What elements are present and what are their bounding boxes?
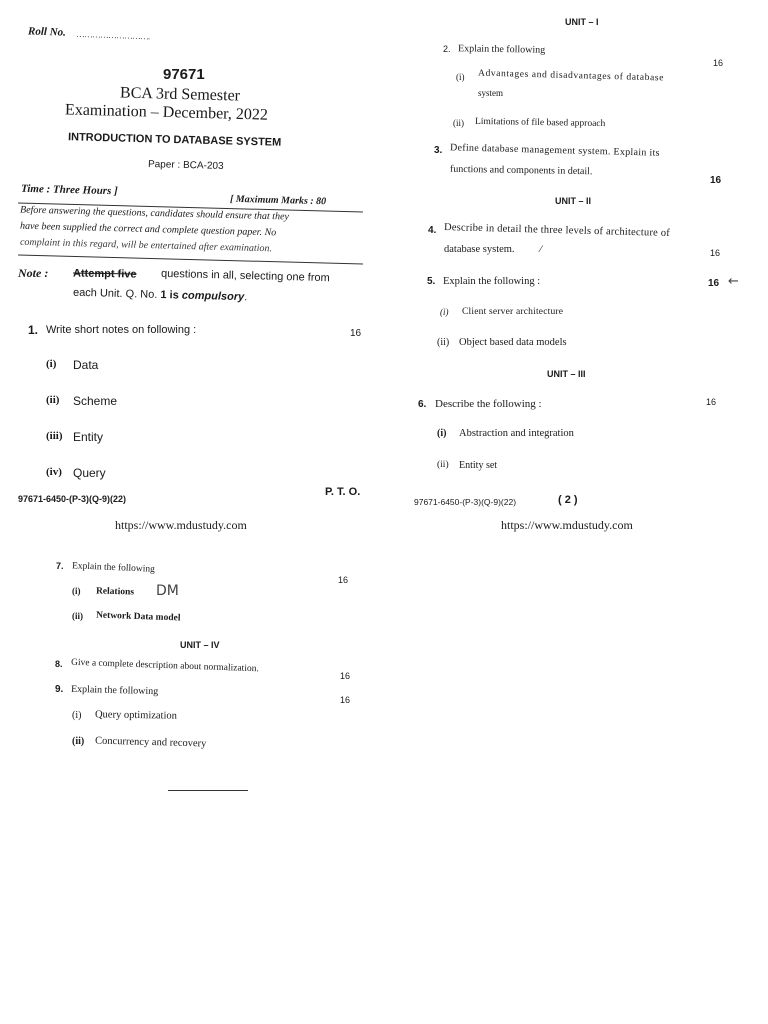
q6-item-ii-num: (ii) <box>437 460 449 470</box>
q2-item-ii-text: Limitations of file based approach <box>474 116 606 130</box>
handwritten-note: DM <box>156 583 179 599</box>
q3-text-2: functions and components in detail. <box>449 163 593 178</box>
q9-text: Explain the following <box>70 683 159 698</box>
q9-item-i-num: (i) <box>72 710 82 721</box>
pen-mark: ⁄ <box>540 245 542 255</box>
note-line-2-qno: 1 is <box>160 289 179 302</box>
q5-text: Explain the following : <box>443 276 541 287</box>
q6-marks: 16 <box>706 397 717 407</box>
subject-title: INTRODUCTION TO DATABASE SYSTEM <box>67 131 282 149</box>
instructions-line-1: Before answering the questions, candidates should ensure that they <box>19 204 290 223</box>
max-marks-label: [ Maximum Marks : 80 <box>229 193 327 208</box>
q7-number: 7. <box>56 561 64 571</box>
q9-number: 9. <box>55 684 64 695</box>
q6-number: 6. <box>418 399 427 410</box>
instructions-line-2: have been supplied the correct and complete question paper. No <box>19 220 277 239</box>
note-line-2-text: each Unit. Q. No. <box>72 286 158 301</box>
q7-item-ii-text: Network Data model <box>95 610 181 624</box>
q5-marks: 16 <box>708 278 720 289</box>
q4-number: 4. <box>428 225 437 236</box>
q9-item-ii-num: (ii) <box>72 736 85 747</box>
q3-number: 3. <box>434 145 443 156</box>
q6-item-i-num: (i) <box>437 428 447 439</box>
course-title: BCA 3rd Semester <box>119 84 241 105</box>
roll-no-label: Roll No. <box>27 25 67 39</box>
q4-text-2: database system. <box>444 244 515 255</box>
q9-item-i-text: Query optimization <box>94 709 178 722</box>
roll-no-dots: ………………………. <box>75 28 150 42</box>
q4-marks: 16 <box>710 248 721 258</box>
q5-item-i-text: Client server architecture <box>462 307 564 317</box>
q8-text: Give a complete description about normalization. <box>70 657 259 675</box>
q2-marks: 16 <box>713 58 724 68</box>
q5-item-ii-num: (ii) <box>437 337 450 348</box>
note-line-2: each Unit. Q. No. 1 is compulsory. <box>72 286 248 304</box>
q1-number: 1. <box>28 323 39 337</box>
exam-title: Examination – December, 2022 <box>64 101 269 124</box>
q1-item-num: (ii) <box>46 394 60 406</box>
q6-item-ii-text: Entity set <box>459 460 498 471</box>
q1-text: Write short notes on following : <box>46 324 197 336</box>
footer-code: 97671-6450-(P-3)(Q-9)(22) <box>18 494 127 504</box>
q1-item-text: Query <box>73 466 106 480</box>
note-compulsory: compulsory <box>181 289 245 304</box>
q3-text-1: Define database management system. Explain its <box>449 142 660 159</box>
q6-text: Describe the following : <box>435 398 542 410</box>
q7-marks: 16 <box>338 575 349 585</box>
instructions-rule <box>18 254 363 264</box>
q2-item-i-text-2: system <box>478 88 504 98</box>
time-label: Time : Three Hours ] <box>20 182 118 198</box>
unit-1-heading: UNIT – I <box>565 17 599 27</box>
q9-item-ii-text: Concurrency and recovery <box>94 735 207 750</box>
note-line-1: questions in all, selecting one from <box>160 267 330 285</box>
q5-number: 5. <box>427 276 436 287</box>
note-attempt-five: Attempt five <box>72 267 137 281</box>
instructions-line-3: complaint in this regard, will be entertained after examination. <box>19 236 273 255</box>
end-rule <box>168 790 248 791</box>
q2-item-i-text: Advantages and disadvantages of database <box>477 68 665 84</box>
q6-item-i-text: Abstraction and integration <box>459 428 574 439</box>
q5-item-ii-text: Object based data models <box>459 337 567 348</box>
q1-item-text: Scheme <box>73 394 118 408</box>
unit-3-heading: UNIT – III <box>547 369 586 379</box>
q1-item-num: (iii) <box>46 430 63 442</box>
q8-number: 8. <box>55 659 63 669</box>
q1-item-num: (iv) <box>46 466 62 478</box>
q8-marks: 16 <box>340 671 351 681</box>
page-2-website-url: https://www.mdustudy.com <box>501 518 633 532</box>
q2-item-ii-num: (ii) <box>453 118 464 128</box>
q7-item-i-text: Relations <box>95 586 135 598</box>
q1-item-text: Data <box>73 358 99 372</box>
paper-code: 97671 <box>163 66 205 83</box>
q2-item-i-num: (i) <box>456 72 465 82</box>
q1-marks: 16 <box>350 328 362 339</box>
q7-item-i-num: (i) <box>72 586 81 596</box>
q7-item-ii-num: (ii) <box>72 611 83 621</box>
website-url: https://www.mdustudy.com <box>115 518 247 532</box>
q4-text-1: Describe in detail the three levels of architecture of <box>443 222 671 239</box>
q2-number: 2. <box>443 44 451 54</box>
q9-marks: 16 <box>340 695 351 705</box>
pto-label: P. T. O. <box>325 486 361 498</box>
q2-text: Explain the following <box>457 43 546 56</box>
paper-number: Paper : BCA-203 <box>147 159 224 172</box>
q7-text: Explain the following <box>71 561 156 575</box>
q3-marks: 16 <box>710 175 722 186</box>
q5-item-i-num: (i) <box>440 307 449 317</box>
note-label: Note : <box>18 266 49 280</box>
q1-item-num: (i) <box>46 358 57 370</box>
page-number: ( 2 ) <box>558 494 578 506</box>
page-2-footer-code: 97671-6450-(P-3)(Q-9)(22) <box>414 497 517 507</box>
arrow-mark: ← <box>728 274 739 289</box>
q1-item-text: Entity <box>73 430 104 444</box>
unit-2-heading: UNIT – II <box>555 196 592 206</box>
unit-4-heading: UNIT – IV <box>180 640 220 650</box>
